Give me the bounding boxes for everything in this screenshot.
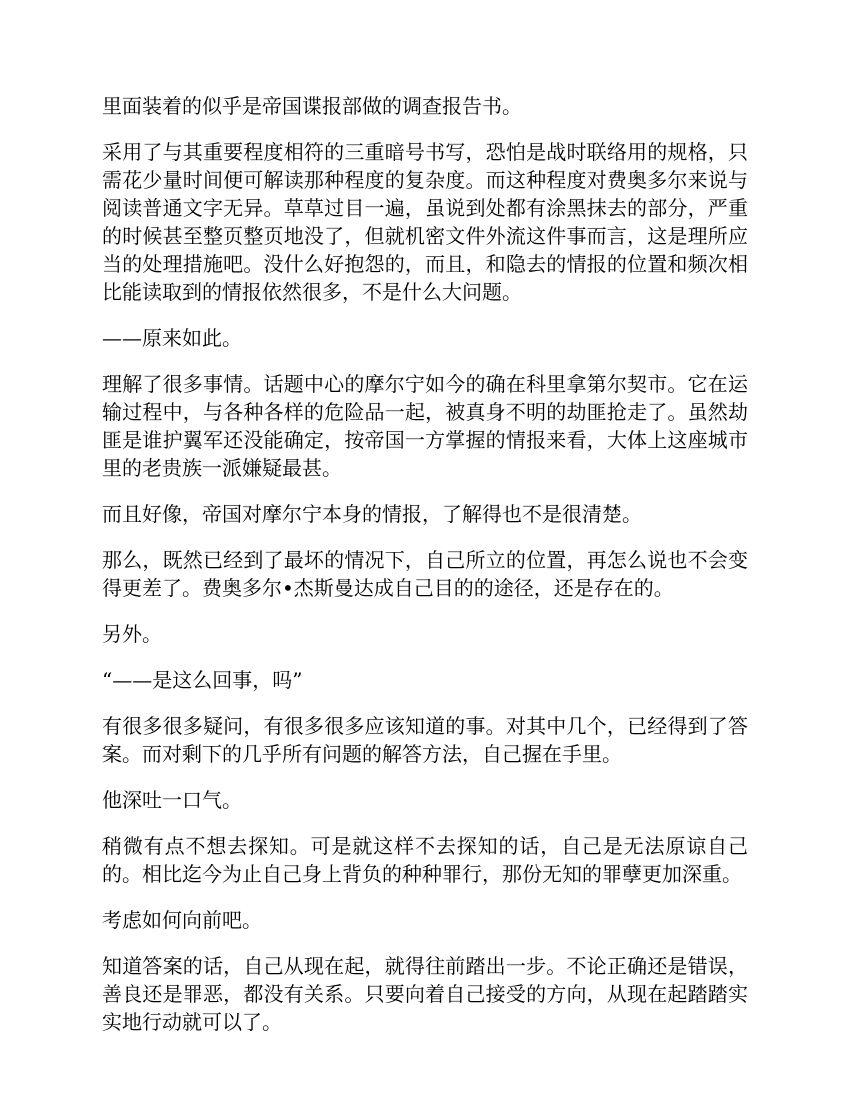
paragraph-4: 理解了很多事情。话题中心的摩尔宁如今的确在科里拿第尔契市。它在运输过程中，与各种各样的危险品一起，被真身不明的劫匪抢走了。虽然劫匪是谁护翼军还没能确定，按帝国一方掌握的情报来看，大体上这座城市里的老贵族一派嫌疑最甚。 bbox=[102, 372, 748, 480]
paragraph-1: 里面装着的似乎是帝国谍报部做的调查报告书。 bbox=[102, 94, 522, 118]
document-page bbox=[102, 92, 748, 1054]
paragraph-3: ——原来如此。 bbox=[102, 326, 242, 350]
paragraph-12: 考虑如何向前吧。 bbox=[102, 908, 262, 932]
paragraph-6: 那么，既然已经到了最坏的情况下，自己所立的位置，再怎么说也不会变得更差了。费奥多尔•杰斯曼达成自己目的的途径，还是存在的。 bbox=[102, 548, 748, 600]
paragraph-8: “——是这么回事，吗” bbox=[102, 668, 303, 692]
paragraph-7: 另外。 bbox=[102, 622, 162, 646]
paragraph-11: 稍微有点不想去探知。可是就这样不去探知的话，自己是无法原谅自己的。相比迄今为止自己身上背负的种种罪行，那份无知的罪孽更加深重。 bbox=[102, 834, 748, 886]
paragraph-13: 知道答案的话，自己从现在起，就得往前踏出一步。不论正确还是错误，善良还是罪恶，都没有关系。只要向着自己接受的方向，从现在起踏踏实实地行动就可以了。 bbox=[102, 954, 748, 1034]
paragraph-2: 采用了与其重要程度相符的三重暗号书写，恐怕是战时联络用的规格，只需花少量时间便可解读那种程度的复杂度。而这种程度对费奥多尔来说与阅读普通文字无异。草草过目一遍，虽说到处都有涂黑抹去的部分，严重的时候甚至整页整页地没了，但就机密文件外流这件事而言，这是理所应当的处理措施吧。没什么好抱怨的，而且，和隐去的情报的位置和频次相比能读取到的情报依然很多，不是什么大问题。 bbox=[102, 140, 748, 304]
paragraph-9: 有很多很多疑问，有很多很多应该知道的事。对其中几个，已经得到了答案。而对剩下的几乎所有问题的解答方法，自己握在手里。 bbox=[102, 714, 748, 766]
paragraph-5: 而且好像，帝国对摩尔宁本身的情报，了解得也不是很清楚。 bbox=[102, 502, 642, 526]
paragraph-10: 他深吐一口气。 bbox=[102, 788, 242, 812]
